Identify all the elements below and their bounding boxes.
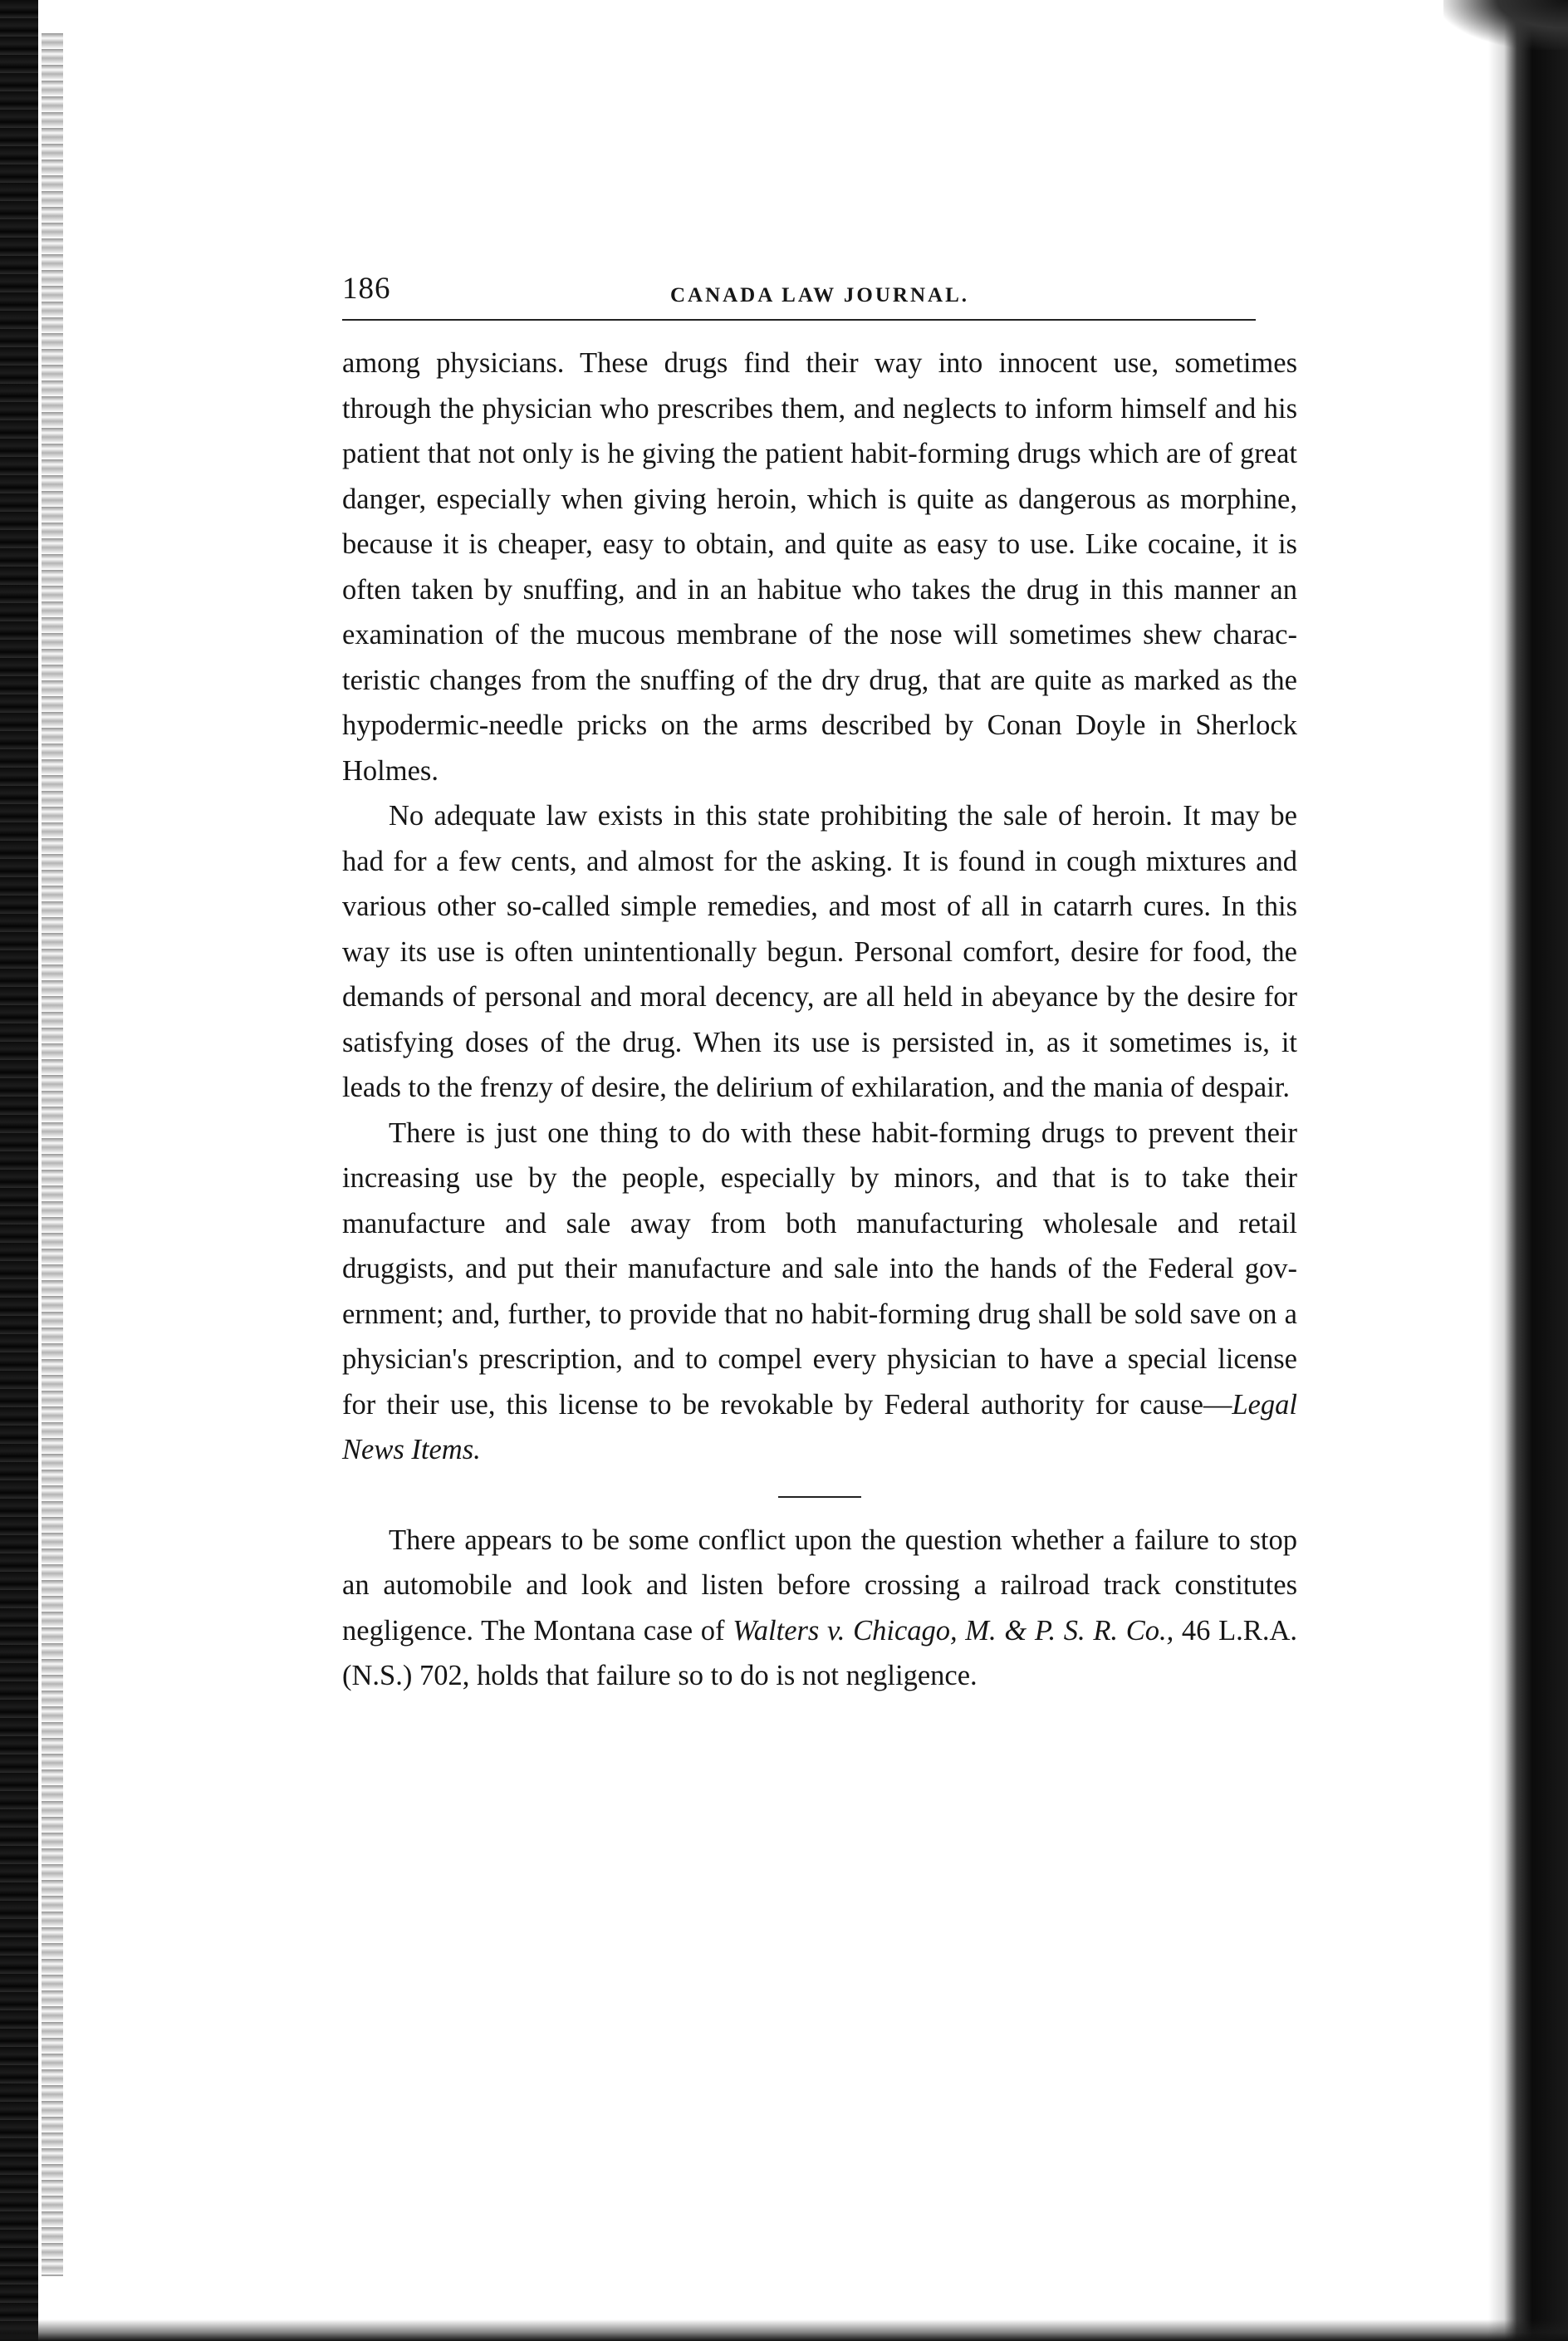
running-head: CANADA LAW JOURNAL. bbox=[669, 284, 970, 307]
page-number: 186 bbox=[342, 272, 391, 306]
scan-binding-shadow bbox=[42, 33, 63, 2276]
section-divider bbox=[778, 1496, 861, 1498]
scan-corner-shadow bbox=[1443, 0, 1568, 50]
scan-right-edge bbox=[1488, 0, 1568, 2341]
paragraph-4 bbox=[342, 1518, 1297, 1699]
source-citation: Legal News Items. bbox=[342, 1388, 1297, 1465]
paragraph-4-lead: There appears to be some conflict upon the question whether a failure to stop an automobile and look and listen before crossing a railroad track constitutes negligence. The Montana case of bbox=[342, 1524, 1297, 1647]
paragraph-3-text: There is just one thing to do with these habit-forming drugs to prevent their increasing use by the people, especially by minors, and that is to take their manufacture and sale away from both manufacturing wholesale and retail druggists, and put their manufacture and sale into the hands of the Federal government; and, further, to provide that no habit-forming drug shall be sold save on a physician's prescription, and to compel every physician to have a special license for their use, this license to be revokable by Federal authority for cause— bbox=[342, 1117, 1297, 1421]
case-name: Walters v. Chicago, M. & P. S. R. Co., bbox=[733, 1614, 1174, 1647]
paragraph-3 bbox=[342, 1111, 1297, 1473]
scan-bottom-edge bbox=[0, 2319, 1568, 2341]
book-page bbox=[342, 269, 1297, 1691]
article-body bbox=[342, 341, 1297, 1699]
scan-left-edge bbox=[0, 0, 38, 2341]
paragraph-2: No adequate law exists in this state prohibiting the sale of heroin. It may be had for a few cents, and almost for the asking. It is found in cough mixtures and various other so-called simple remedies, and most of all in catarrh cures. In this way its use is often unintentionally begun. Personal comfort, desire for food, the demands of personal and moral decency, are all held in abeyance by the desire for satisfying doses of the drug. When its use is persisted in, as it sometimes is, it leads to the frenzy of desire, the delirium of exhilaration, and the mania of despair. bbox=[342, 800, 1297, 1103]
page-header bbox=[342, 269, 1297, 312]
paragraph-4-tail: 46 L.R.A. (N.S.) 702, holds that failure so to do is not negligence. bbox=[342, 1614, 1297, 1691]
header-rule bbox=[342, 319, 1256, 321]
paragraph-1: among physicians. These drugs find their way into innocent use, sometimes through the physician who prescribes them, and neglects to inform himself and his patient that not only is he giving the patient habit-forming drugs which are of great danger, especially when giving heroin, which is quite as dangerous as morphine, because it is cheaper, easy to obtain, and quite as easy to use. Like cocaine, it is often taken by snuffing, and in an habitue who takes the drug in this manner an examination of the mucous membrane of the nose will sometimes shew characteristic changes from the snuffing of the dry drug, that are quite as marked as the hypodermic-needle pricks on the arms described by Conan Doyle in Sherlock Holmes. bbox=[342, 347, 1297, 787]
